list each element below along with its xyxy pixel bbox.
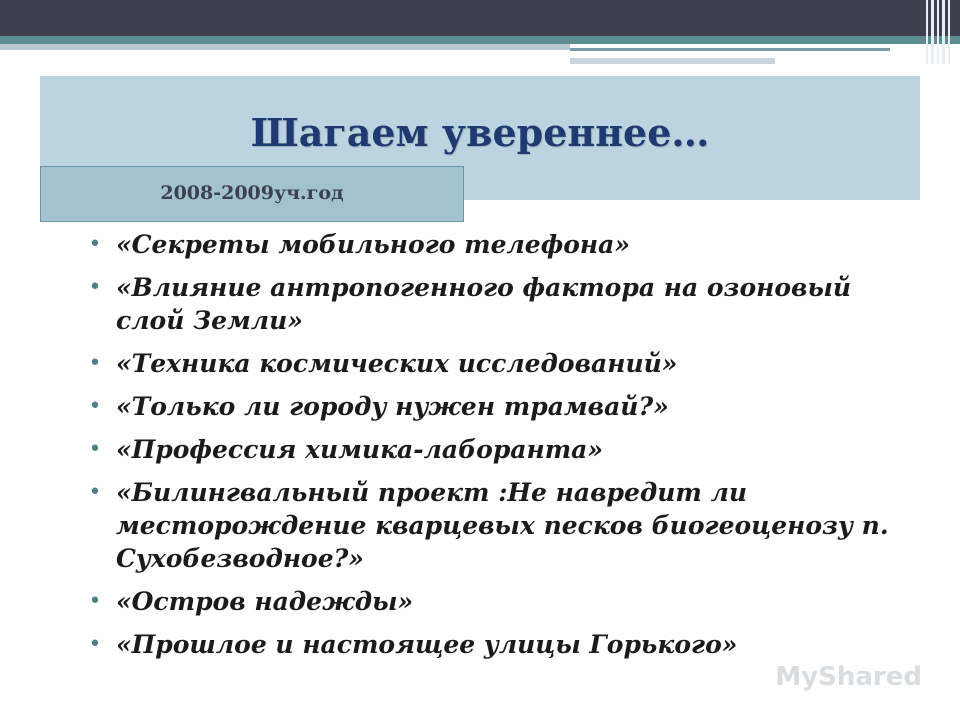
list-item-text: «Прошлое и настоящее улицы Горького» bbox=[116, 630, 738, 659]
list-item bbox=[86, 628, 906, 661]
watermark-logo: MyShared bbox=[775, 662, 922, 692]
list-item-text: «Секреты мобильного телефона» bbox=[116, 230, 630, 259]
list-item bbox=[86, 585, 906, 618]
list-item-text: «Билингвальный проект :Не навредит ли месторождение кварцевых песков биогеоценозу п. Сухобезводное?» bbox=[116, 478, 889, 573]
list-item-text: «Только ли городу нужен трамвай?» bbox=[116, 392, 669, 421]
list-item-text: «Остров надежды» bbox=[116, 587, 414, 616]
list-item-text: «Профессия химика-лаборанта» bbox=[116, 435, 603, 464]
bullet-icon: • bbox=[88, 480, 102, 505]
decorative-lines bbox=[926, 0, 950, 64]
list-item-text: «Влияние антропогенного фактора на озоновый слой Земли» bbox=[116, 273, 852, 335]
bullet-icon: • bbox=[88, 589, 102, 614]
list-item bbox=[86, 390, 906, 423]
list-item bbox=[86, 228, 906, 261]
list-item bbox=[86, 433, 906, 466]
bullet-icon: • bbox=[88, 232, 102, 257]
list-item bbox=[86, 347, 906, 380]
accent-stripe bbox=[0, 36, 960, 44]
thin-stripe bbox=[570, 48, 890, 51]
bullet-icon: • bbox=[88, 632, 102, 657]
bullet-icon: • bbox=[88, 437, 102, 462]
subtitle-box bbox=[40, 166, 464, 222]
list-item bbox=[86, 271, 906, 337]
slide-subtitle: 2008-2009уч.год bbox=[160, 182, 344, 204]
bullet-icon: • bbox=[88, 394, 102, 419]
slide-title: Шагаем увереннее… bbox=[250, 110, 710, 155]
header-bar bbox=[0, 0, 960, 36]
list-item-text: «Техника космических исследований» bbox=[116, 349, 678, 378]
light-stripe bbox=[0, 44, 570, 50]
project-list bbox=[86, 228, 906, 671]
bullet-icon: • bbox=[88, 275, 102, 300]
list-item bbox=[86, 476, 906, 575]
thin-stripe bbox=[570, 58, 775, 64]
bullet-icon: • bbox=[88, 351, 102, 376]
